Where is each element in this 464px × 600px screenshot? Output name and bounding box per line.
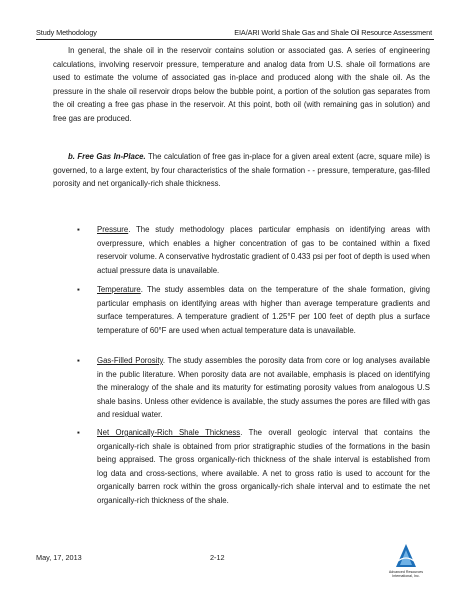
bullet-text: . The study methodology places particular emphasis on identifying areas with overpressure, which enables a higher concentration of gas to be contained within a fixed reservoir volume. A conservative hydrostatic gradient of 0.433 psi per foot of depth is used when actual pressure data is unavailable. bbox=[97, 225, 430, 275]
bullet-text: . The study assembles the porosity data from core or log analyses available in the public literature. When porosity data are not available, emphasis is placed on identifying the mineralogy of the shale and its maturity for estimating porosity values from analogous U.S shale basins. Unless other evidence is available, the study assumes the pores are filled with gas and residual water. bbox=[97, 356, 431, 420]
bullet-marker-icon: ▪ bbox=[77, 285, 80, 294]
header-right-title: EIA/ARI World Shale Gas and Shale Oil Resource Assessment bbox=[234, 28, 432, 37]
company-logo bbox=[378, 543, 434, 585]
bullet-marker-icon: ▪ bbox=[77, 356, 80, 365]
logo-mark-icon bbox=[395, 543, 417, 569]
bullet-item-thickness bbox=[53, 426, 430, 508]
header-divider bbox=[36, 39, 434, 40]
header-left-title: Study Methodology bbox=[36, 28, 97, 37]
section-text: The calculation of free gas in-place for a given areal extent (acre, square mile) is governed, to a large extent, by four characteristics of the shale formation - - pressure, temperature, gas-filled porosity and net organically-rich shale thickness. bbox=[53, 152, 430, 189]
bullet-text: . The study assembles data on the temperature of the shale formation, giving particular emphasis on identifying areas with higher than average temperature gradients and surface temperatures. A temperature gradient of 1.25°F per 100 feet of depth plus a surface temperature of 60°F are used when actual temperature data is unavailable. bbox=[97, 285, 430, 335]
bullet-marker-icon: ▪ bbox=[77, 428, 80, 437]
section-heading: b. Free Gas In-Place. bbox=[68, 152, 146, 161]
logo-text-line1: Advanced Resources bbox=[388, 570, 424, 574]
footer-date: May, 17, 2013 bbox=[36, 553, 82, 562]
bullet-item-temperature bbox=[53, 283, 430, 337]
bullet-term: Temperature bbox=[97, 285, 141, 294]
bullet-item-pressure bbox=[53, 223, 430, 277]
logo-text-line2: International, Inc. bbox=[392, 574, 420, 578]
free-gas-paragraph bbox=[53, 150, 430, 191]
bullet-term: Net Organically-Rich Shale Thickness bbox=[97, 428, 241, 437]
bullet-marker-icon: ▪ bbox=[77, 225, 80, 234]
bullet-term: Pressure bbox=[97, 225, 129, 234]
intro-paragraph: In general, the shale oil in the reservoir contains solution or associated gas. A series of engineering calculations, involving reservoir pressure, temperature and analog data from U.S. shale oil formations are used to estimate the volume of associated gas in-place and produced along with the shale oil. As the pressure in the shale oil reservoir drops below the bubble point, a portion of the solution gas separates from the oil creating a free gas phase in the reservoir. At this point, both oil (with remaining gas in solution) and free gas are produced. bbox=[53, 46, 430, 123]
bullet-text: . The overall geologic interval that contains the organically-rich shale is obtained from prior stratigraphic studies of the formations in the basin being appraised. The gross organically-rich thickness of the shale interval is established from log data and cross-sections, where available. A net to gross ratio is used to account for the organically barren rock within the gross organically-rich shale interval and to estimate the net organically-rich thickness of the shale. bbox=[97, 428, 431, 505]
page-number: 2-12 bbox=[210, 553, 225, 562]
bullet-term: Gas-Filled Porosity bbox=[97, 356, 163, 365]
bullet-item-porosity bbox=[53, 354, 430, 422]
